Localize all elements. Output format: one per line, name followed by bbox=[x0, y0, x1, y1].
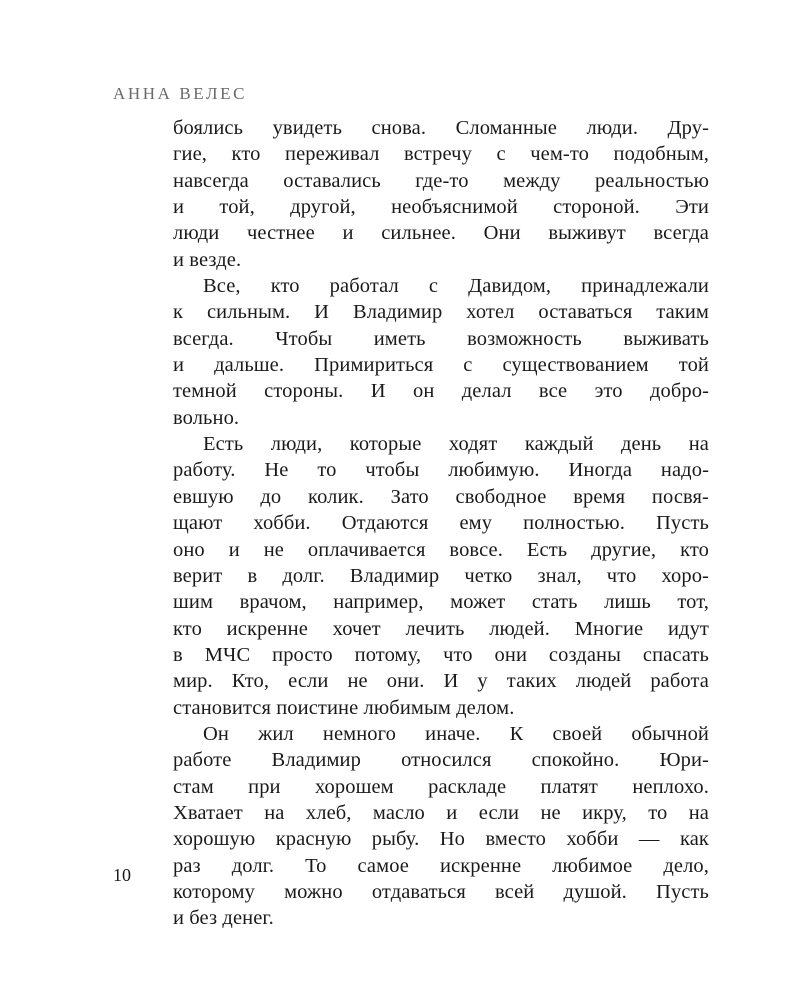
text-line: шим врачом, например, может стать лишь тот, bbox=[173, 591, 709, 614]
text-line: к сильным. И Владимир хотел оставаться таким bbox=[173, 301, 709, 324]
text-line: боялись увидеть снова. Сломанные люди. Дру- bbox=[173, 117, 709, 139]
body-text bbox=[173, 115, 709, 932]
text-line: и без денег. bbox=[173, 907, 274, 930]
text-line: всегда. Чтобы иметь возможность выживать bbox=[173, 327, 709, 350]
text-line: Он жил немного иначе. К своей обычной bbox=[203, 722, 709, 745]
page-number: 10 bbox=[113, 865, 131, 885]
text-line: в МЧС просто потому, что они созданы спасать bbox=[173, 643, 709, 666]
text-line: и той, другой, необъяснимой стороной. Эти bbox=[173, 196, 709, 219]
running-head: АННА ВЕЛЕС bbox=[113, 84, 248, 103]
text-line: кто искренне хочет лечить людей. Многие идут bbox=[173, 617, 709, 640]
text-line: и дальше. Примириться с существованием той bbox=[173, 354, 709, 377]
text-line: верит в долг. Владимир четко знал, что хоро- bbox=[173, 564, 709, 587]
text-line: которому можно отдаваться всей душой. Пусть bbox=[173, 880, 709, 903]
text-line: навсегда оставались где-то между реальностью bbox=[173, 169, 709, 192]
text-line: работе Владимир относился спокойно. Юри- bbox=[173, 749, 709, 772]
text-line: вольно. bbox=[173, 406, 240, 429]
text-line: мир. Кто, если не они. И у таких людей работа bbox=[173, 670, 709, 693]
text-line: становится поистине любимым делом. bbox=[173, 696, 515, 719]
text-line: люди честнее и сильнее. Они выживут всегда bbox=[173, 222, 709, 245]
text-line: хорошую красную рыбу. Но вместо хобби — как bbox=[173, 828, 709, 851]
text-line: темной стороны. И он делал все это добро- bbox=[173, 380, 709, 403]
text-line: щают хобби. Отдаются ему полностью. Пусть bbox=[173, 512, 709, 535]
text-line: Хватает на хлеб, масло и если не икру, то на bbox=[173, 801, 709, 824]
text-line: работу. Не то чтобы любимую. Иногда надо- bbox=[173, 459, 709, 482]
text-line: Все, кто работал с Давидом, принадлежали bbox=[203, 275, 709, 298]
text-line: стам при хорошем раскладе платят неплохо. bbox=[173, 775, 709, 798]
text-line: раз долг. То самое искренне любимое дело, bbox=[173, 854, 709, 877]
text-line: Есть люди, которые ходят каждый день на bbox=[203, 433, 709, 456]
text-line: гие, кто переживал встречу с чем-то подобным, bbox=[173, 143, 709, 166]
text-line: и везде. bbox=[173, 248, 242, 271]
text-line: евшую до колик. Зато свободное время посвя- bbox=[173, 485, 709, 508]
text-line: оно и не оплачивается вовсе. Есть другие, кто bbox=[173, 538, 709, 561]
